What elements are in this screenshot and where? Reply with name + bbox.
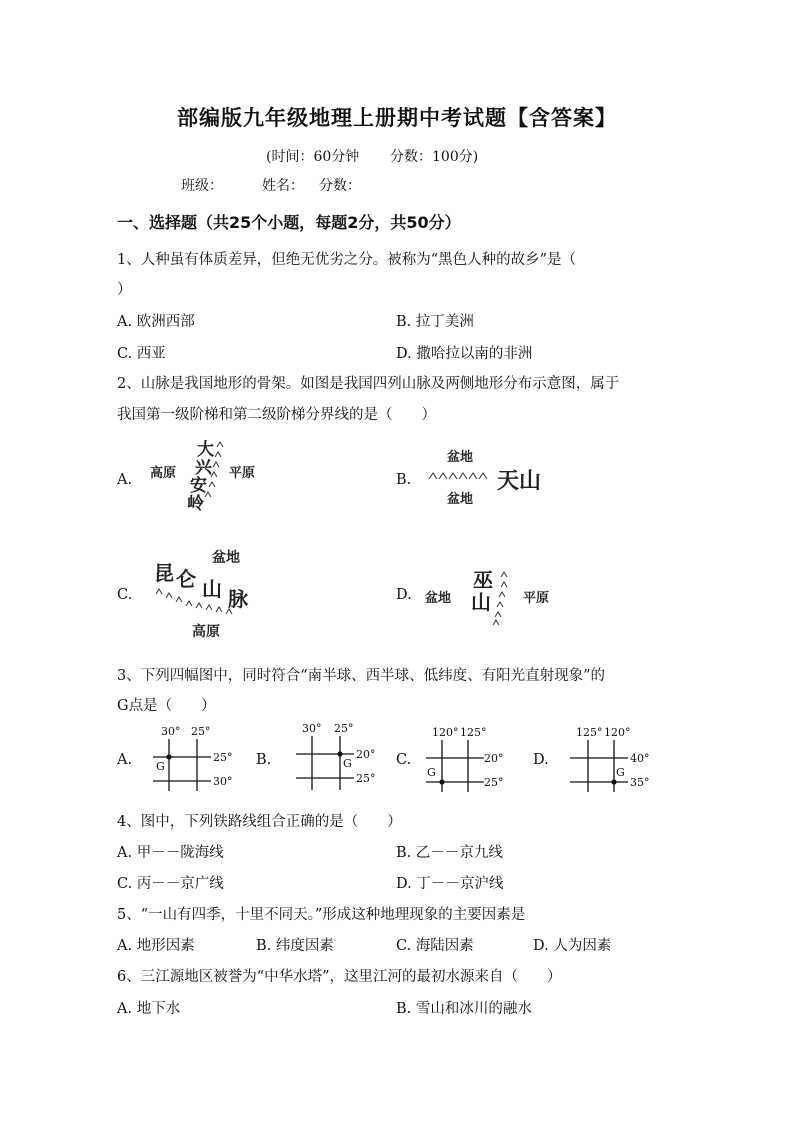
q4-text: 4、图中，下列铁路线组合正确的是（ ） [117,814,402,830]
fig-c-char4: 脉 [228,587,248,611]
grid-a-point-label: G [156,760,165,773]
q3-option-d: D. [533,752,549,768]
grid-c-lon1: 120° [432,726,459,739]
fig-a-char4: 岭 [187,494,204,514]
fig-a-char2: 兴 [195,458,212,478]
grid-b-lon1: 30° [302,722,322,735]
q4-option-c: C. 丙－－京广线 [117,876,224,892]
fig-c-top-label: 盆地 [212,550,240,566]
q2-option-d: D. [396,587,412,603]
fig-a-left-label: 高原 [150,466,177,481]
q1-option-b: B. 拉丁美洲 [396,314,474,330]
fig-a-right-label: 平原 [229,466,256,481]
fig-c-char1: 昆 [154,561,174,585]
grid-a-lat2: 30° [213,775,233,788]
q4-option-b: B. 乙－－京九线 [396,845,503,861]
q6-option-b: B. 雪山和冰川的融水 [396,1001,532,1017]
mountain-symbols-d [493,572,507,625]
q3-option-b: B. [256,752,272,768]
q4-option-d: D. 丁－－京沪线 [396,876,504,892]
fig-a-char3: 安 [190,476,207,496]
grid-c-point [439,779,444,784]
q3-text-line1: 3、下列四幅图中，同时符合“南半球、西半球、低纬度、有阳光直射现象”的 [117,668,606,684]
fig-d-char2: 山 [471,590,491,614]
section-heading: 一、选择题（共25个小题，每题2分，共50分） [117,213,461,232]
fig-a-char1: 大 [197,440,214,460]
fig-d-left-label: 盆地 [425,591,452,606]
q6-option-a: A. 地下水 [117,1001,181,1017]
grid-d-point-label: G [616,766,625,779]
q2-option-a: A. [117,472,133,488]
q6-text: 6、三江源地区被誉为“中华水塔”，这里江河的最初水源来自（ ） [117,969,562,985]
grid-c-point-label: G [427,766,436,779]
mountain-symbols-b [429,473,487,479]
q4-option-a: A. 甲－－陇海线 [117,845,224,861]
grid-b-point-label: G [343,757,352,770]
q3-option-a: A. [117,752,133,768]
grid-a-lat1: 25° [213,751,233,764]
q2-figure-d [425,565,565,635]
q3-grid-a [145,723,235,793]
grid-c-lat1: 20° [484,752,504,765]
q1-text-line2: ） [117,282,132,298]
q3-option-c: C. [396,752,412,768]
q2-text-line2: 我国第一级阶梯和第二级阶梯分界线的是（ ） [117,407,436,423]
grid-b-lon2: 25° [334,722,354,735]
grid-d-lat1: 40° [630,752,650,765]
exam-score: 分数：100分) [390,149,479,165]
fig-c-char3: 山 [202,577,222,601]
q3-grid-c [422,724,522,794]
grid-a-lon1: 30° [161,725,181,738]
q2-option-c: C. [117,587,133,603]
grid-a-lon2: 25° [191,725,211,738]
grid-d-lon1: 125° [576,726,603,739]
q5-option-b: B. 纬度因素 [256,938,334,954]
q1-option-c: C. 西亚 [117,346,166,362]
q2-text-line1: 2、山脉是我国地形的骨架。如图是我国四列山脉及两侧地形分布示意图，属于 [117,376,620,392]
q1-option-a: A. 欧洲西部 [117,314,195,330]
q2-figure-a [145,435,265,515]
q3-grid-b [290,720,380,790]
q2-figure-c [150,540,270,640]
q5-text: 5、“一山有四季，十里不同天。”形成这种地理现象的主要因素是 [117,907,526,923]
q2-option-b: B. [396,472,412,488]
exam-time: (时间：60分钟 [266,149,360,165]
fig-c-char2: 仑 [176,567,196,591]
grid-d-lon2: 120° [604,726,631,739]
q3-grid-d [566,724,666,794]
fig-c-bottom-label: 高原 [192,624,220,640]
fig-d-right-label: 平原 [523,591,550,606]
grid-d-point [611,779,616,784]
grid-c-lon2: 125° [460,726,487,739]
q3-text-line2: G点是（ ） [117,698,216,714]
q5-option-a: A. 地形因素 [117,938,195,954]
grid-b-point [337,751,342,756]
fig-b-bottom-label: 盆地 [447,492,474,507]
name-label: 姓名： [262,178,304,194]
grid-c-lat2: 25° [484,776,504,789]
q5-option-c: C. 海陆因素 [396,938,474,954]
grid-b-lat1: 20° [356,748,376,761]
page-title: 部编版九年级地理上册期中考试题【含答案】 [177,106,617,130]
grid-d-lat2: 35° [630,776,650,789]
q5-option-d: D. 人为因素 [533,938,612,954]
fig-b-top-label: 盆地 [447,450,474,465]
fig-b-mountain-name: 天山 [497,469,542,494]
grid-a-point [166,754,171,759]
q1-text-line1: 1、人种虽有体质差异，但绝无优劣之分。被称为“黑色人种的故乡”是（ [117,252,577,268]
q2-figure-b [425,443,565,513]
fig-d-char1: 巫 [473,568,493,592]
score-label: 分数： [319,178,361,194]
grid-b-lat2: 25° [356,772,376,785]
class-label: 班级： [181,178,223,194]
q1-option-d: D. 撒哈拉以南的非洲 [396,346,533,362]
